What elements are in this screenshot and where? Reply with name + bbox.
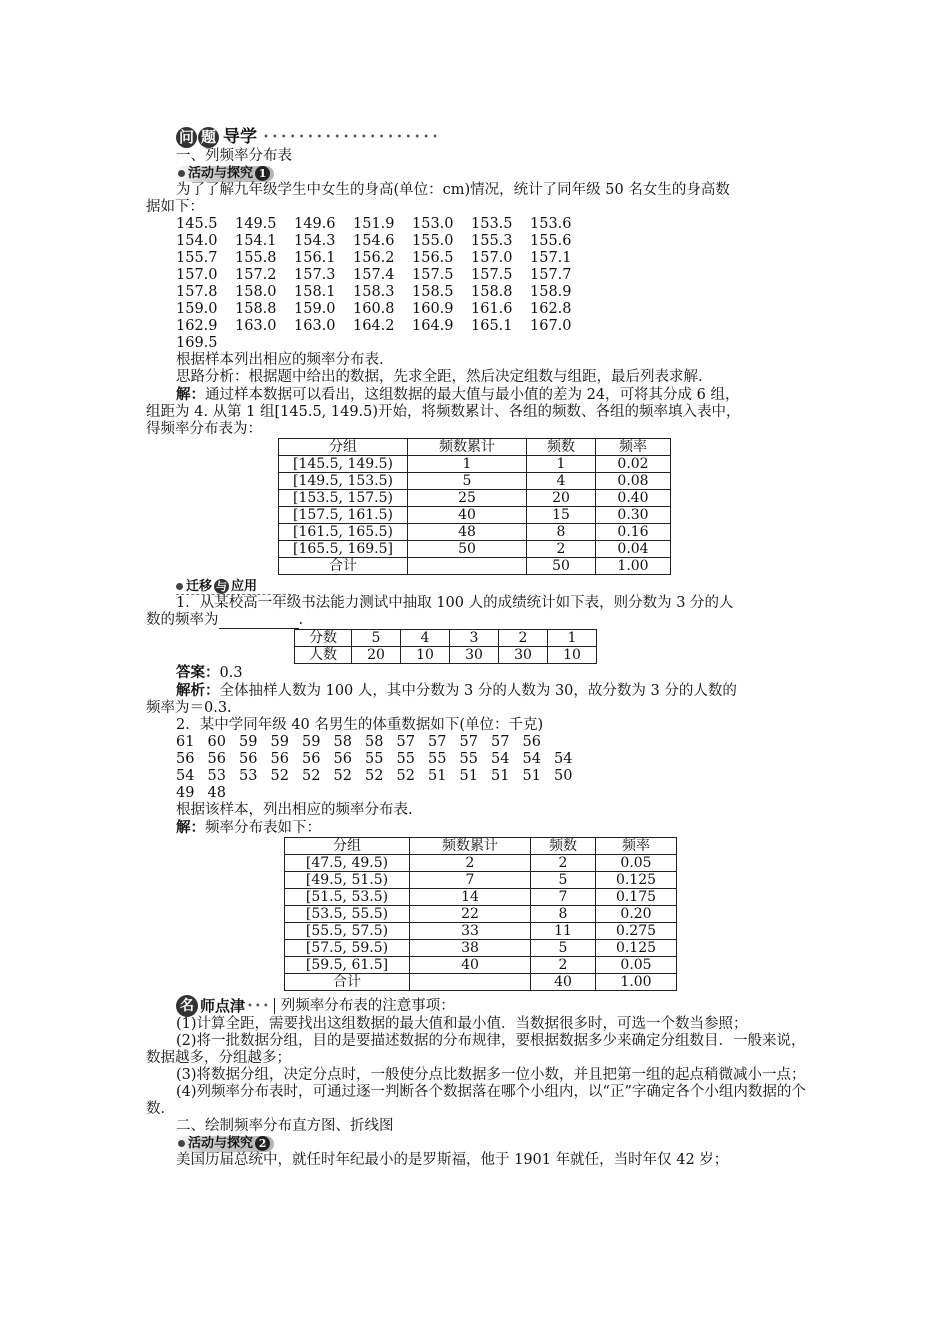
data-value: 56 [207,751,226,767]
table-cell: [57.5, 59.5) [285,940,410,957]
data-value: 157.2 [235,267,277,283]
data-value: 157.0 [471,250,513,266]
column-header: 频率 [596,838,677,855]
explanation-cont: 频率为＝0.3. [146,700,232,716]
table-header-row [279,439,671,456]
table-cell: 20 [352,647,401,664]
table-cell: 合计 [285,974,410,991]
table-cell: 7 [531,889,596,906]
table-cell: 0.125 [596,940,677,957]
table-cell: 40 [408,507,527,524]
table-cell: 0.125 [596,872,677,889]
solution-label: 解： [176,819,205,836]
data-value: 57 [459,734,478,750]
data-value: 51 [522,768,541,784]
data-value: 162.8 [530,301,572,317]
problem-ask: 根据样本列出相应的频率分布表. [176,352,384,368]
part2-title: 二、绘制频率分布直方图、折线图 [176,1118,394,1134]
part1-title: 一、列频率分布表 [176,148,292,164]
data-row [176,284,806,301]
table-cell: 1.00 [596,558,671,575]
tip-item: (2)将一批数据分组，目的是要描述数据的分布规律，要根据数据多少来确定分组数目．一般来说，数据越多，分组越多； [146,1033,806,1066]
activity-number: 2 [255,1136,270,1151]
table-cell: 0.04 [596,541,671,558]
data-value: 57 [491,734,510,750]
data-value: 169.5 [176,335,218,351]
column-header: 频率 [596,439,671,456]
table-cell: 0.16 [596,524,671,541]
activity-label: 活动与探究 [188,1136,254,1151]
tip-item: (3)将数据分组，决定分点时，一般使分点比数据多一位小数，并且把第一组的起点稍微减小一点； [176,1067,806,1083]
activity-label: 活动与探究 [188,166,254,181]
data-value: 163.0 [235,318,277,334]
table-row [285,940,677,957]
frequency-table-2 [284,837,677,991]
tips-header [176,996,806,1016]
data-value: 157.7 [530,267,572,283]
data-value: 50 [554,768,573,784]
activity-banner-1 [176,166,274,182]
question-2-ask: 根据该样本，列出相应的频率分布表. [176,802,413,818]
table-row [279,558,671,575]
data-value: 157.5 [471,267,513,283]
table-cell: [59.5, 61.5] [285,957,410,974]
solution-text: 组距为 4. 从第 1 组[145.5, 149.5)开始，将频数累计、各组的频数、各组的频率填入表中， [146,404,741,420]
data-value: 153.0 [412,216,454,232]
data-value: 157.0 [176,267,218,283]
data-value: 154.3 [294,233,336,249]
data-value: 59 [239,734,258,750]
data-value: 52 [333,768,352,784]
data-row [176,318,806,335]
data-value: 158.8 [235,301,277,317]
table-cell: 2 [531,855,596,872]
table-cell: 1 [548,630,597,647]
table-cell: [51.5, 53.5) [285,889,410,906]
table-cell: 2 [531,957,596,974]
table-cell: [47.5, 49.5) [285,855,410,872]
answer-blank [219,614,299,629]
data-row [176,233,806,250]
data-value: 165.1 [471,318,513,334]
data-value: 158.5 [412,284,454,300]
data-value: 161.6 [471,301,513,317]
table-cell: 33 [410,923,531,940]
table-row [285,957,677,974]
table-row [285,923,677,940]
row-header: 人数 [295,647,352,664]
data-value: 158.1 [294,284,336,300]
table-cell: 10 [548,647,597,664]
data-row [176,301,806,318]
table-cell: [145.5, 149.5) [279,456,408,473]
table-cell: 30 [499,647,548,664]
explanation-label: 解析： [176,682,220,699]
data-value: 164.9 [412,318,454,334]
data-value: 157.3 [294,267,336,283]
data-row [176,216,806,233]
data-value: 54 [176,768,195,784]
problem-text: 据如下： [146,199,204,215]
table-cell: [149.5, 153.5) [279,473,408,490]
table-row [285,889,677,906]
data-value: 56 [270,751,289,767]
data-value: 61 [176,734,195,750]
table-cell: 22 [410,906,531,923]
data-value: 52 [396,768,415,784]
solution-text: 解：通过样本数据可以看出，这组数据的最大值与最小值的差为 24，可将其分成 6 组， [176,386,740,403]
data-value: 157.1 [530,250,572,266]
section-badge: 题 [198,127,219,148]
data-value: 154.6 [353,233,395,249]
explanation-line: 解析：全体抽样人数为 100 人，其中分数为 3 分的人数为 30，故分数为 3 分的人数的 [176,682,737,699]
tips-list [146,1016,806,1118]
table-cell: 合计 [279,558,408,575]
table-header-row [285,838,677,855]
table-cell: 1.00 [596,974,677,991]
data-value: 56 [522,734,541,750]
table-cell: [153.5, 157.5) [279,490,408,507]
table-cell: 10 [401,647,450,664]
table-cell: 40 [531,974,596,991]
data-value: 48 [207,785,226,801]
bullet-icon [176,583,183,590]
table-cell: 0.02 [596,456,671,473]
data-value: 55 [365,751,384,767]
table-cell: [53.5, 55.5) [285,906,410,923]
data-value: 54 [522,751,541,767]
table-cell: [161.5, 165.5) [279,524,408,541]
data-row [176,250,806,267]
table-cell: [165.5, 169.5] [279,541,408,558]
table-cell: 11 [531,923,596,940]
table-cell [408,558,527,575]
data-value: 51 [459,768,478,784]
decorative-dots: ••• [247,1000,271,1012]
data-value: 157.4 [353,267,395,283]
table-cell: 3 [450,630,499,647]
table-cell: 0.275 [596,923,677,940]
tips-badge: 名 [176,995,198,1017]
data-value: 51 [491,768,510,784]
data-value: 49 [176,785,195,801]
table-cell: 2 [499,630,548,647]
table-cell: 0.05 [596,855,677,872]
data-value: 159.0 [176,301,218,317]
table-row [295,630,597,647]
table-cell: 5 [352,630,401,647]
table-cell: [55.5, 57.5) [285,923,410,940]
table-cell: 5 [531,940,596,957]
table-row [285,974,677,991]
transfer-banner: 迁移 与 应用 [176,578,296,595]
table-cell: 1 [408,456,527,473]
transfer-ring: 与 [216,579,228,593]
problem-text: 美国历届总统中，就任时年纪最小的是罗斯福，他于 1901 年就任，当时年仅 42 岁； [176,1152,729,1168]
activity-number: 1 [255,166,270,181]
data-value: 159.0 [294,301,336,317]
table-cell: 8 [527,524,596,541]
table-cell: 2 [527,541,596,558]
solution-text: 解：频率分布表如下： [176,819,321,836]
data-value: 162.9 [176,318,218,334]
data-value: 54 [491,751,510,767]
data-value: 52 [270,768,289,784]
activity-banner-2 [176,1136,274,1152]
data-value: 145.5 [176,216,218,232]
data-value: 163.0 [294,318,336,334]
tip-item: (4)列频率分布表时，可通过逐一判断各个数据落在哪个小组内，以“正”字确定各个小组内数据的个数． [146,1084,806,1117]
document-page [146,126,806,1169]
data-row [176,335,806,352]
column-header: 分组 [285,838,410,855]
table-row [279,507,671,524]
table-cell: 5 [408,473,527,490]
data-row [176,734,806,751]
data-value: 154.1 [235,233,277,249]
data-value: 154.0 [176,233,218,249]
data-value: 160.9 [412,301,454,317]
data-value: 149.6 [294,216,336,232]
data-value: 153.5 [471,216,513,232]
data-value: 153.6 [530,216,572,232]
question-1: 1．从某校高一年级书法能力测试中抽取 100 人的成绩统计如下表，则分数为 3 分的人 [176,595,734,611]
table-cell [410,974,531,991]
data-row [176,785,806,802]
table-row [279,473,671,490]
table-row [279,541,671,558]
data-value: 53 [239,768,258,784]
table-cell: 1 [527,456,596,473]
table-cell: 48 [408,524,527,541]
data-value: 156.1 [294,250,336,266]
data-value: 158.9 [530,284,572,300]
divider [274,998,275,1014]
data-row [176,751,806,768]
table-cell: 15 [527,507,596,524]
column-header: 频数累计 [408,439,527,456]
table-row [285,906,677,923]
table-cell: [157.5, 161.5) [279,507,408,524]
data-value: 156.5 [412,250,454,266]
solution-label: 解： [176,386,205,403]
data-value: 52 [365,768,384,784]
table-cell: 0.08 [596,473,671,490]
data-value: 55 [396,751,415,767]
data-value: 155.0 [412,233,454,249]
table-row [285,855,677,872]
data-value: 54 [554,751,573,767]
table-row [279,456,671,473]
data-value: 56 [302,751,321,767]
section-badge: 问 [176,127,197,148]
data-value: 58 [333,734,352,750]
table-cell: 5 [531,872,596,889]
table-cell: 50 [408,541,527,558]
tip-item: (1)计算全距，需要找出这组数据的最大值和最小值．当数据很多时，可选一个数当参照； [176,1016,748,1032]
row-header: 分数 [295,630,352,647]
section-title: 导学 [223,126,257,147]
table-row [279,524,671,541]
table-cell: 40 [410,957,531,974]
table-cell: 2 [410,855,531,872]
data-value: 157.5 [412,267,454,283]
column-header: 频数 [527,439,596,456]
table-cell: 20 [527,490,596,507]
data-value: 51 [428,768,447,784]
table-cell: 38 [410,940,531,957]
data-value: 60 [207,734,226,750]
data-value: 155.6 [530,233,572,249]
bullet-icon [178,1140,185,1147]
data-value: 158.3 [353,284,395,300]
bullet-icon [178,170,185,177]
data-value: 56 [239,751,258,767]
table-row [285,872,677,889]
data-value: 53 [207,768,226,784]
data-row [176,768,806,785]
analysis-text: 思路分析：根据题中给出的数据，先求全距，然后决定组数与组距，最后列表求解. [176,369,703,385]
table-cell: 25 [408,490,527,507]
table-cell: 50 [527,558,596,575]
data-value: 57 [428,734,447,750]
column-header: 频数累计 [410,838,531,855]
table-cell: 14 [410,889,531,906]
data-value: 59 [302,734,321,750]
data-value: 157.8 [176,284,218,300]
data-value: 155.7 [176,250,218,266]
data-value: 57 [396,734,415,750]
frequency-table-1 [278,438,671,575]
data-value: 156.2 [353,250,395,266]
table-cell: 0.175 [596,889,677,906]
table-cell: 0.20 [596,906,677,923]
data-value: 55 [459,751,478,767]
problem-text: 为了了解九年级学生中女生的身高(单位：cm)情况，统计了同年级 50 名女生的身高数 [176,182,730,198]
height-data [176,216,806,352]
table-cell: 4 [401,630,450,647]
data-value: 58 [365,734,384,750]
data-value: 56 [333,751,352,767]
column-header: 分组 [279,439,408,456]
table-cell: 7 [410,872,531,889]
question-1-cont: 数的频率为 . [146,612,304,628]
table-cell: 0.40 [596,490,671,507]
table-cell: 4 [527,473,596,490]
data-value: 155.8 [235,250,277,266]
answer-label: 答案： [176,664,220,681]
data-value: 158.0 [235,284,277,300]
data-value: 151.9 [353,216,395,232]
data-row [176,267,806,284]
data-value: 155.3 [471,233,513,249]
column-header: 频数 [531,838,596,855]
table-cell: 30 [450,647,499,664]
tips-title: 列频率分布表的注意事项： [280,997,455,1014]
data-value: 164.2 [353,318,395,334]
data-value: 149.5 [235,216,277,232]
table-cell: 0.30 [596,507,671,524]
data-value: 158.8 [471,284,513,300]
data-value: 55 [428,751,447,767]
data-value: 52 [302,768,321,784]
table-row [295,647,597,664]
question-2: 2．某中学同年级 40 名男生的体重数据如下(单位：千克) [176,717,544,733]
solution-text: 得频率分布表为： [146,421,262,437]
tips-heading: 师点津 [200,996,246,1015]
section-header [176,126,806,148]
score-table [294,629,597,664]
table-cell: [49.5, 51.5) [285,872,410,889]
table-cell: 0.05 [596,957,677,974]
data-value: 59 [270,734,289,750]
decorative-dots: •••••••••••••••••••• [263,131,441,143]
table-row [279,490,671,507]
data-value: 167.0 [530,318,572,334]
answer-line: 答案：0.3 [176,664,243,681]
data-value: 56 [176,751,195,767]
table-cell: 8 [531,906,596,923]
data-value: 160.8 [353,301,395,317]
weight-data [176,734,806,802]
